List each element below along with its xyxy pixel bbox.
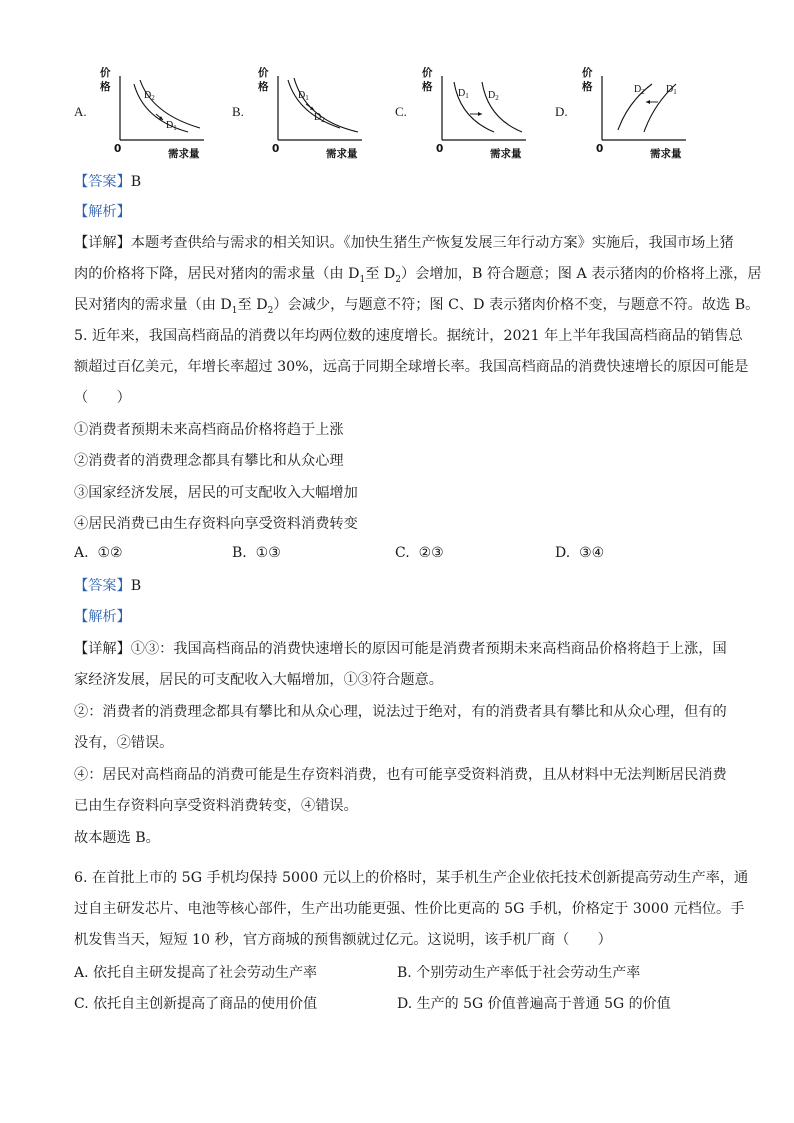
answer-value: B <box>130 578 142 594</box>
svg-text:D1: $D_1$ <box>298 90 309 102</box>
svg-text:0: 0 <box>436 143 444 155</box>
svg-text:D1: $D_1$ <box>666 84 677 96</box>
svg-text:D2: $D_2$ <box>144 90 155 102</box>
svg-text:需求量: 需求量 <box>490 148 522 160</box>
answer-tag: 【答案】 <box>74 174 131 190</box>
q5-statement-1: ①消费者预期未来高档商品价格将趋于上涨 <box>74 422 344 438</box>
q6-stem-line-1: 6. 在首批上市的 5G 手机均保持 5000 元以上的价格时，某手机生产企业依托技术创新提高劳动生产率，通 <box>74 870 749 886</box>
svg-text:格: 格 <box>582 81 593 93</box>
svg-text:价: 价 <box>422 67 433 79</box>
q4-detail-line-3: 民对猪肉的需求量（由 $D_1$至 $D_2$）会减少，与题意不符；图 C、D 表示猪肉价格不变，与题意不符。故选 B。 <box>74 297 760 316</box>
q6-stem-line-2: 过自主研发芯片、电池等核心部件，生产出功能更强、性价比更高的 5G 手机，价格定于 3000 元档位。手 <box>74 901 745 917</box>
demand-curve-figure-a <box>96 62 206 162</box>
q5-analysis-line <box>74 607 131 627</box>
q5-statement-4: ④居民消费已由生存资料向享受资料消费转变 <box>74 516 358 532</box>
y-axis-label-char: 格 <box>100 81 111 93</box>
svg-text:D1: $D_1$ <box>458 88 469 100</box>
q5-statement-2: ②消费者的消费理念都具有攀比和从众心理 <box>74 453 344 469</box>
demand-curve-figure-b <box>254 62 364 162</box>
demand-curve-d2 <box>134 84 188 132</box>
q5-stem-line-1: 5. 近年来，我国高档商品的消费以年均两位数的速度增长。据统计，2021 年上半年我国高档商品的销售总 <box>74 328 743 344</box>
arrow-head <box>478 112 482 116</box>
q6-option-c: C. 依托自主创新提高了商品的使用价值 <box>74 996 318 1012</box>
q5-option-a: A. ①② <box>74 545 123 561</box>
svg-text:D1: $D_1$ <box>166 120 177 132</box>
curve-label: D <box>144 90 152 101</box>
demand-curve-figure-c <box>418 62 528 162</box>
svg-text:需求量: 需求量 <box>326 148 358 160</box>
q6-option-d: D. 生产的 5G 价值普遍高于普通 5G 的价值 <box>397 996 671 1012</box>
svg-text:0: 0 <box>272 143 280 155</box>
q5-option-c: C. ②③ <box>395 545 444 561</box>
curve-label: D <box>166 120 174 131</box>
demand-curve-d2 <box>294 78 358 132</box>
q5-option-b: B. ①③ <box>232 545 281 561</box>
svg-text:D2: $D_2$ <box>314 112 325 124</box>
q5-detail-line-4: 没有，②错误。 <box>74 735 174 751</box>
svg-text:需求量: 需求量 <box>650 148 682 160</box>
analysis-tag: 【解析】 <box>74 204 131 220</box>
q5-stem-line-3: （ ） <box>74 390 131 406</box>
svg-text:格: 格 <box>258 81 269 93</box>
answer-tag: 【答案】 <box>74 578 131 594</box>
svg-text:价: 价 <box>582 67 593 79</box>
figure-d-label: D. <box>555 104 568 119</box>
svg-text:D2: $D_2$ <box>634 84 645 96</box>
figure-b-label: B. <box>232 104 244 119</box>
q5-detail-line-5: ④：居民对高档商品的消费可能是生存资料消费，也有可能享受资料消费，且从材料中无法判断居民消费 <box>74 767 727 783</box>
q4-detail-line-1: 【详解】本题考查供给与需求的相关知识。《加快生猪生产恢复发展三年行动方案》实施后，我国市场上猪 <box>74 235 734 251</box>
q5-detail-line-7: 故本题选 B。 <box>74 830 160 846</box>
y-axis-label-char: 价 <box>100 67 111 79</box>
q4-analysis-line <box>74 202 131 222</box>
detail-tag: 【详解】 <box>74 235 131 251</box>
origin-label: 0 <box>114 143 122 155</box>
svg-text:0: 0 <box>596 143 604 155</box>
q5-detail-line-6: 已由生存资料向享受资料消费转变，④错误。 <box>74 798 358 814</box>
q4-detail-line-2: 肉的价格将下降，居民对猪肉的需求量（由 $D_1$至 $D_2$）会增加，B 符合题意；图 A 表示猪肉的价格将上涨，居 <box>74 266 762 285</box>
x-axis-label: 需求量 <box>168 148 200 160</box>
detail-tag: 【详解】 <box>74 641 131 657</box>
svg-text:D2: $D_2$ <box>488 90 499 102</box>
q5-option-d: D. ③④ <box>555 545 605 561</box>
figure-c-label: C. <box>395 104 407 119</box>
svg-text:价: 价 <box>258 67 269 79</box>
q5-detail-line-2: 家经济发展，居民的可支配收入大幅增加，①③符合题意。 <box>74 672 443 688</box>
svg-text:格: 格 <box>422 81 433 93</box>
q4-answer-line <box>74 172 141 192</box>
q6-option-a: A. 依托自主研发提高了社会劳动生产率 <box>74 965 318 981</box>
q5-statement-3: ③国家经济发展，居民的可支配收入大幅增加 <box>74 485 358 501</box>
answer-value: B <box>130 174 142 190</box>
q5-detail-line-1: 【详解】①③：我国高档商品的消费快速增长的原因可能是消费者预期未来高档商品价格将趋于上涨，国 <box>74 641 727 657</box>
q6-option-b: B. 个别劳动生产率低于社会劳动生产率 <box>397 965 641 981</box>
arrow-head <box>646 100 650 104</box>
q5-answer-line <box>74 576 141 596</box>
q5-detail-line-3: ②：消费者的消费理念都具有攀比和从众心理，说法过于绝对，有的消费者具有攀比和从众心理，但有的 <box>74 704 727 720</box>
figure-a-label: A. <box>74 104 87 119</box>
analysis-tag: 【解析】 <box>74 609 131 625</box>
q5-stem-line-2: 额超过百亿美元，年增长率超过 30%，远高于同期全球增长率。我国高档商品的消费快速增长的原因可能是 <box>74 359 749 375</box>
q6-stem-line-3: 机发售当天，短短 10 秒，官方商城的预售额就过亿元。这说明，该手机厂商（ ） <box>74 932 612 948</box>
demand-curve-figure-d <box>578 62 688 162</box>
